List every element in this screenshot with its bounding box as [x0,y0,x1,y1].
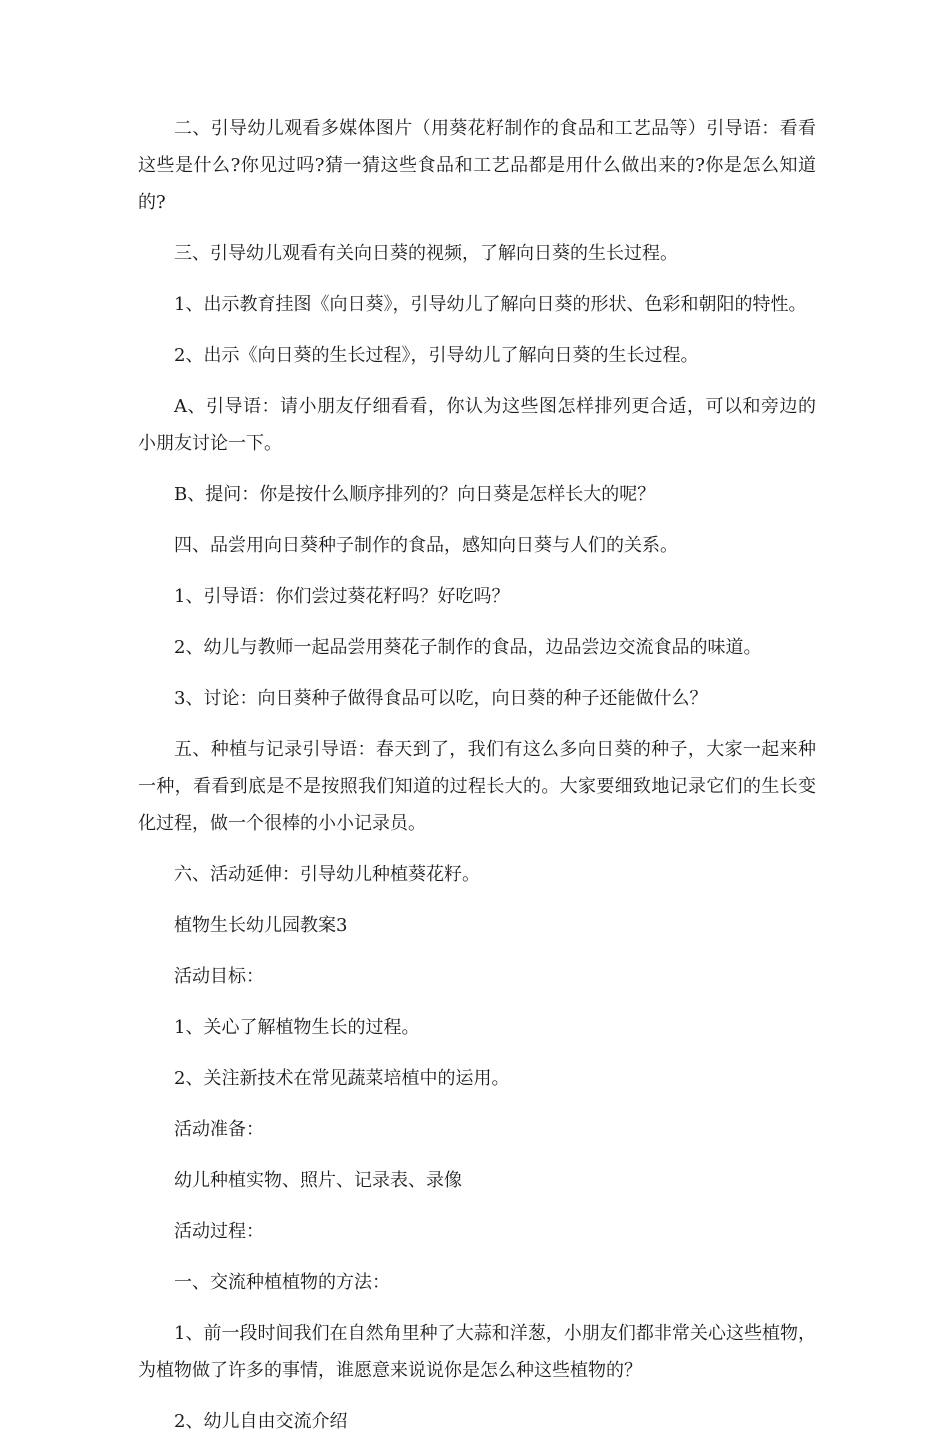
paragraph-question-b: B、提问：你是按什么顺序排列的？向日葵是怎样长大的呢？ [174,484,656,505]
paragraph-extension: 六、活动延伸：引导幼儿种植葵花籽。 [174,864,480,885]
heading-activity-process: 活动过程： [174,1221,264,1242]
heading-activity-prep: 活动准备： [174,1119,264,1140]
paragraph-wall-chart: 1、出示教育挂图《向日葵》，引导幼儿了解向日葵的形状、色彩和朝阳的特性。 [174,294,807,315]
paragraph-prep-items: 幼儿种植实物、照片、记录表、录像 [174,1170,462,1191]
paragraph-goal-2: 2、关注新技术在常见蔬菜培植中的运用。 [174,1068,510,1089]
paragraph-growth-process: 2、出示《向日葵的生长过程》，引导幼儿了解向日葵的生长过程。 [174,345,699,366]
paragraph-step-2-detail: 2、幼儿自由交流介绍 [174,1411,348,1432]
paragraph-step-1-detail: 1、前一段时间我们在自然角里种了大蒜和洋葱，小朋友们都非常关心这些植物，为植物做了许多的事情，谁愿意来说说你是怎么种这些植物的？ [138,1323,816,1381]
section-title-lesson-3: 植物生长幼儿园教案3 [174,915,348,936]
paragraph-step-1-heading: 一、交流种植植物的方法： [174,1272,390,1293]
paragraph-tasting: 四、品尝用向日葵种子制作的食品，感知向日葵与人们的关系。 [174,535,678,556]
paragraph-planting-record: 五、种植与记录引导语：春天到了，我们有这么多向日葵的种子，大家一起来种一种，看看到底是不是按照我们知道的过程长大的。大家要细致地记录它们的生长变化过程，做一个很棒的小小记录员。 [138,739,816,834]
heading-activity-goals: 活动目标： [174,966,264,987]
paragraph-goal-1: 1、关心了解植物生长的过程。 [174,1017,420,1038]
paragraph-multimedia-images: 二、引导幼儿观看多媒体图片（用葵花籽制作的食品和工艺品等）引导语：看看这些是什么?你见过吗?猜一猜这些食品和工艺品都是用什么做出来的?你是怎么知道的? [138,118,816,213]
paragraph-guide-a: A、引导语：请小朋友仔细看看，你认为这些图怎样排列更合适，可以和旁边的小朋友讨论一下。 [138,396,816,454]
paragraph-sunflower-video: 三、引导幼儿观看有关向日葵的视频，了解向日葵的生长过程。 [174,243,678,264]
paragraph-discussion: 3、讨论：向日葵种子做得食品可以吃，向日葵的种子还能做什么？ [174,688,708,709]
paragraph-tasting-guide: 1、引导语：你们尝过葵花籽吗？好吃吗？ [174,586,510,607]
document-body [138,110,816,1440]
paragraph-tasting-together: 2、幼儿与教师一起品尝用葵花子制作的食品，边品尝边交流食品的味道。 [174,637,762,658]
